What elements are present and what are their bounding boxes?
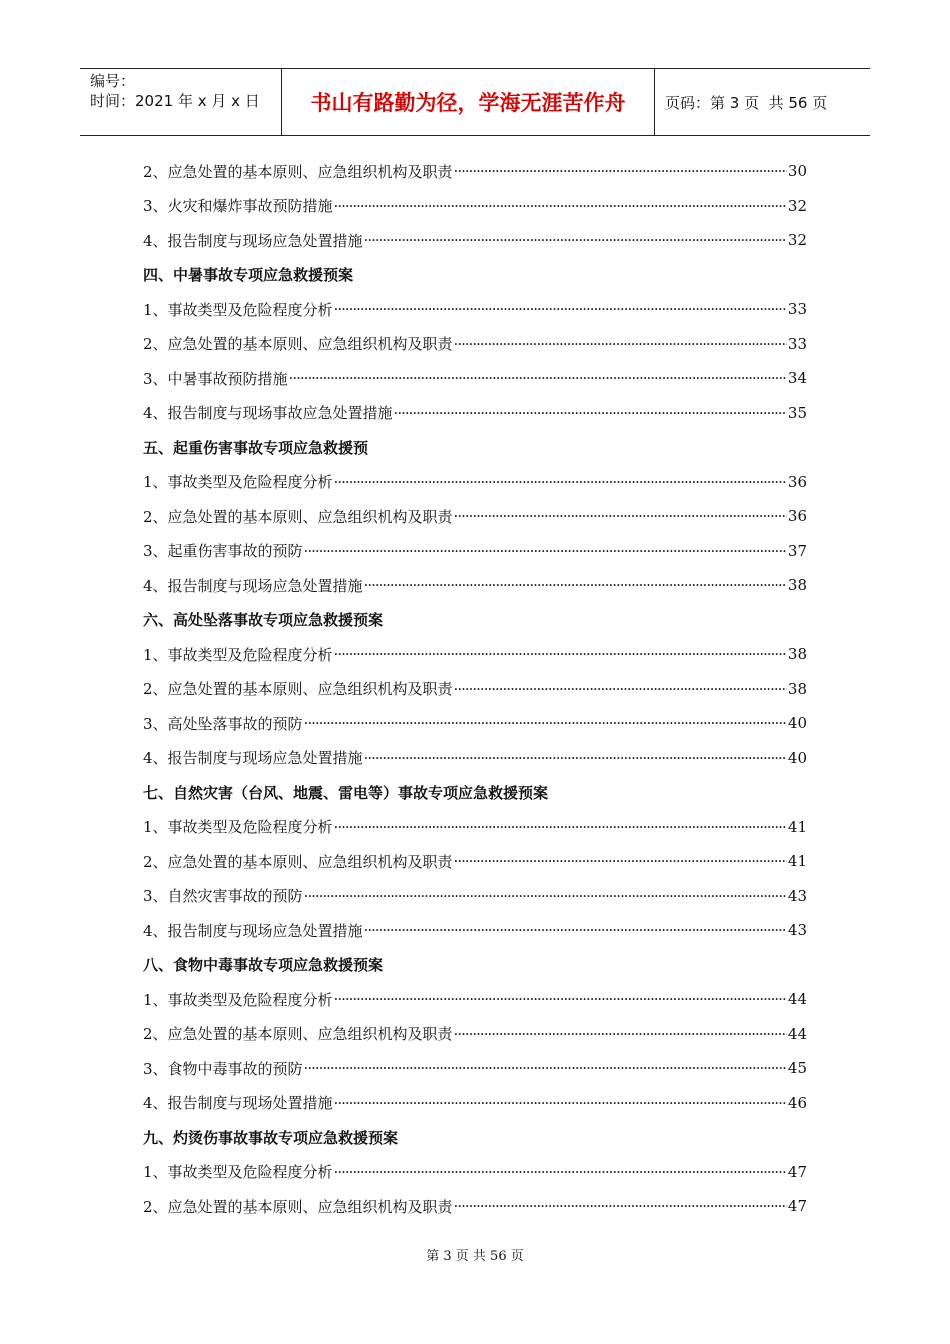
toc-entry-title: 2、应急处置的基本原则、应急组织机构及职责 <box>143 852 453 871</box>
toc-entry[interactable] <box>143 189 807 224</box>
toc-leader-dots <box>334 818 787 836</box>
toc-entry-page-number: 43 <box>787 921 807 940</box>
page-header <box>80 68 870 136</box>
toc-section-heading[interactable] <box>143 775 807 810</box>
toc-leader-dots <box>289 369 787 387</box>
toc-entry-page-number: 38 <box>787 645 807 664</box>
toc-entry-page-number: 37 <box>787 541 807 560</box>
toc-entry-title: 3、自然灾害事故的预防 <box>143 887 303 906</box>
toc-entry[interactable] <box>143 534 807 569</box>
toc-entry[interactable] <box>143 844 807 879</box>
toc-entry-page-number: 33 <box>787 300 807 319</box>
toc-leader-dots <box>304 542 787 560</box>
toc-entry-title: 1、事故类型及危险程度分析 <box>143 473 333 492</box>
toc-entry[interactable] <box>143 465 807 500</box>
toc-entry-title: 七、自然灾害（台风、地震、雷电等）事故专项应急救援预案 <box>143 783 549 802</box>
toc-entry-page-number: 33 <box>787 334 807 353</box>
toc-leader-dots <box>394 404 787 422</box>
toc-entry-title: 2、应急处置的基本原则、应急组织机构及职责 <box>143 1025 453 1044</box>
toc-entry-page-number: 44 <box>787 990 807 1009</box>
toc-leader-dots <box>364 921 787 939</box>
toc-entry[interactable] <box>143 982 807 1017</box>
toc-section-heading[interactable] <box>143 948 807 983</box>
toc-entry-title: 3、起重伤害事故的预防 <box>143 542 303 561</box>
toc-entry-title: 3、中暑事故预防措施 <box>143 369 288 388</box>
toc-entry-title: 五、起重伤害事故专项应急救援预 <box>143 438 369 457</box>
toc-entry-page-number: 45 <box>787 1059 807 1078</box>
toc-entry[interactable] <box>143 292 807 327</box>
toc-entry-title: 四、中暑事故专项应急救援预案 <box>143 266 354 285</box>
toc-leader-dots <box>304 1059 787 1077</box>
document-date: 时间：2021 年 x 月 x 日 <box>90 92 260 110</box>
toc-entry-page-number: 40 <box>787 714 807 733</box>
toc-leader-dots <box>454 680 787 698</box>
toc-entry-page-number: 47 <box>787 1162 807 1181</box>
toc-entry[interactable] <box>143 637 807 672</box>
toc-entry-title: 3、高处坠落事故的预防 <box>143 714 303 733</box>
toc-leader-dots <box>334 300 787 318</box>
toc-entry-page-number: 46 <box>787 1093 807 1112</box>
toc-entry-page-number: 41 <box>787 852 807 871</box>
toc-entry-page-number: 44 <box>787 1024 807 1043</box>
toc-leader-dots <box>364 576 787 594</box>
toc-section-heading[interactable] <box>143 430 807 465</box>
toc-leader-dots <box>304 887 787 905</box>
toc-entry-page-number: 36 <box>787 507 807 526</box>
toc-entry-title: 4、报告制度与现场应急处置措施 <box>143 921 363 940</box>
toc-entry-title: 3、火灾和爆炸事故预防措施 <box>143 197 333 216</box>
toc-entry-page-number: 35 <box>787 403 807 422</box>
table-of-contents <box>143 154 807 1224</box>
toc-entry-title: 4、报告制度与现场处置措施 <box>143 1094 333 1113</box>
toc-entry-page-number: 41 <box>787 817 807 836</box>
toc-entry[interactable] <box>143 223 807 258</box>
toc-leader-dots <box>364 231 787 249</box>
toc-entry-title: 1、事故类型及危险程度分析 <box>143 300 333 319</box>
document-number-label: 编号： <box>90 72 136 90</box>
toc-leader-dots <box>454 1025 787 1043</box>
toc-entry-title: 2、应急处置的基本原则、应急组织机构及职责 <box>143 335 453 354</box>
toc-entry-title: 六、高处坠落事故专项应急救援预案 <box>143 611 384 630</box>
toc-entry[interactable] <box>143 810 807 845</box>
toc-leader-dots <box>334 645 787 663</box>
toc-entry-title: 3、食物中毒事故的预防 <box>143 1059 303 1078</box>
toc-leader-dots <box>334 1163 787 1181</box>
toc-entry[interactable] <box>143 154 807 189</box>
toc-entry-title: 2、应急处置的基本原则、应急组织机构及职责 <box>143 1197 453 1216</box>
toc-entry[interactable] <box>143 741 807 776</box>
toc-section-heading[interactable] <box>143 258 807 293</box>
toc-entry-title: 4、报告制度与现场事故应急处置措施 <box>143 404 393 423</box>
header-page-info-text: 页码：第 3 页 共 56 页 <box>665 93 828 112</box>
toc-leader-dots <box>364 749 787 767</box>
toc-entry-title: 4、报告制度与现场应急处置措施 <box>143 231 363 250</box>
toc-leader-dots <box>334 990 787 1008</box>
toc-leader-dots <box>334 1094 787 1112</box>
toc-entry[interactable] <box>143 568 807 603</box>
toc-entry-title: 九、灼烫伤事故事故专项应急救援预案 <box>143 1128 399 1147</box>
toc-entry[interactable] <box>143 1017 807 1052</box>
toc-leader-dots <box>454 1197 787 1215</box>
toc-leader-dots <box>454 507 787 525</box>
toc-entry[interactable] <box>143 1155 807 1190</box>
toc-entry[interactable] <box>143 879 807 914</box>
toc-entry-page-number: 43 <box>787 886 807 905</box>
toc-entry-title: 1、事故类型及危险程度分析 <box>143 645 333 664</box>
toc-entry[interactable] <box>143 361 807 396</box>
toc-leader-dots <box>454 162 787 180</box>
toc-entry-title: 1、事故类型及危险程度分析 <box>143 818 333 837</box>
toc-entry-page-number: 30 <box>787 162 807 181</box>
toc-entry-title: 1、事故类型及危险程度分析 <box>143 990 333 1009</box>
toc-leader-dots <box>334 197 787 215</box>
toc-leader-dots <box>334 473 787 491</box>
toc-entry-title: 2、应急处置的基本原则、应急组织机构及职责 <box>143 680 453 699</box>
header-motto: 书山有路勤为径，学海无涯苦作舟 <box>282 69 655 135</box>
toc-entry[interactable] <box>143 1189 807 1224</box>
toc-entry-page-number: 34 <box>787 369 807 388</box>
toc-entry[interactable] <box>143 1086 807 1121</box>
toc-entry-title: 八、食物中毒事故专项应急救援预案 <box>143 956 384 975</box>
toc-leader-dots <box>454 852 787 870</box>
toc-entry-title: 2、应急处置的基本原则、应急组织机构及职责 <box>143 507 453 526</box>
toc-entry-title: 4、报告制度与现场应急处置措施 <box>143 749 363 768</box>
toc-entry[interactable] <box>143 913 807 948</box>
header-page-info <box>655 69 870 135</box>
toc-leader-dots <box>304 714 787 732</box>
toc-section-heading[interactable] <box>143 603 807 638</box>
toc-entry-page-number: 32 <box>787 196 807 215</box>
toc-entry[interactable] <box>143 672 807 707</box>
toc-section-heading[interactable] <box>143 1120 807 1155</box>
toc-entry[interactable] <box>143 396 807 431</box>
toc-entry-title: 2、应急处置的基本原则、应急组织机构及职责 <box>143 162 453 181</box>
toc-entry-page-number: 32 <box>787 231 807 250</box>
toc-entry[interactable] <box>143 327 807 362</box>
toc-entry[interactable] <box>143 1051 807 1086</box>
header-meta <box>80 69 282 135</box>
toc-entry-page-number: 40 <box>787 748 807 767</box>
toc-entry[interactable] <box>143 499 807 534</box>
toc-entry-page-number: 38 <box>787 679 807 698</box>
toc-entry-title: 4、报告制度与现场应急处置措施 <box>143 576 363 595</box>
toc-leader-dots <box>454 335 787 353</box>
toc-entry-page-number: 47 <box>787 1197 807 1216</box>
toc-entry-page-number: 36 <box>787 472 807 491</box>
toc-entry-page-number: 38 <box>787 576 807 595</box>
toc-entry-title: 1、事故类型及危险程度分析 <box>143 1163 333 1182</box>
toc-entry[interactable] <box>143 706 807 741</box>
page-footer: 第 3 页 共 56 页 <box>426 1249 524 1264</box>
